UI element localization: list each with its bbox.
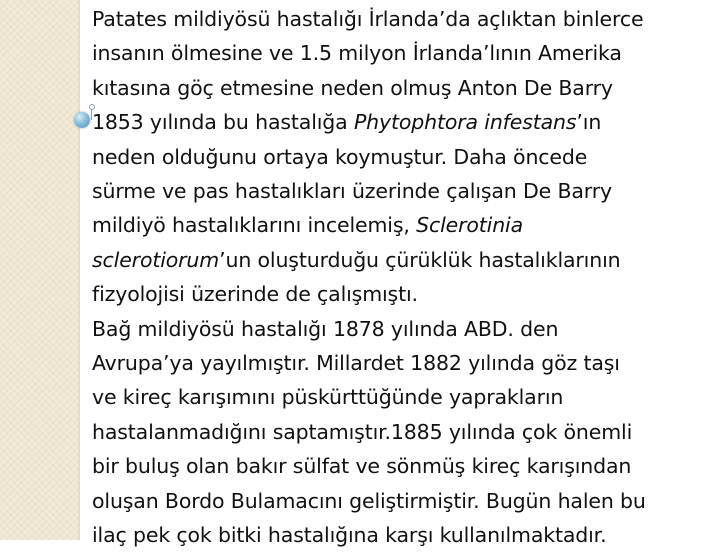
- italic-species-name: Sclerotinia: [416, 213, 524, 238]
- text-segment: sürme ve pas hastalıkları üzerinde çalışan De Barry: [92, 179, 612, 204]
- text-line: [92, 380, 716, 414]
- text-line: [92, 140, 716, 174]
- text-line: [92, 208, 716, 242]
- text-line: [92, 36, 716, 70]
- text-line: [92, 277, 716, 311]
- text-segment: fizyolojisi üzerinde de çalışmıştı.: [92, 282, 418, 307]
- text-segment: Patates mildiyösü hastalığı İrlanda’da açlıktan binlerce: [92, 7, 644, 31]
- text-line: [92, 346, 716, 380]
- slide-text-body: [92, 2, 716, 553]
- paragraph: [92, 2, 716, 312]
- text-line: [92, 415, 716, 449]
- text-segment: Avrupa’ya yayılmıştır. Millardet 1882 yılında göz taşı: [92, 351, 620, 376]
- italic-species-name: sclerotiorum: [92, 247, 220, 272]
- text-line: [92, 71, 716, 105]
- text-segment: hastalanmadığını saptamıştır.1885 yılında çok önemli: [92, 419, 633, 444]
- text-segment: oluşan Bordo Bulamacını geliştirmiştir. Bugün halen bu: [92, 488, 646, 513]
- bullet-orb-icon: [74, 112, 90, 128]
- text-segment: insanın ölmesine ve 1.5 milyon İrlanda’lının Amerika: [92, 41, 622, 66]
- text-line: [92, 105, 716, 139]
- side-band-divider: [78, 0, 80, 540]
- text-segment: bir buluş olan bakır sülfat ve sönmüş kireç karışından: [92, 454, 632, 479]
- decorative-side-band: [0, 0, 78, 540]
- text-line: [92, 174, 716, 208]
- text-line: [92, 2, 716, 36]
- paragraph: [92, 312, 716, 553]
- text-segment: ’ın: [576, 110, 602, 135]
- text-segment: neden olduğunu ortaya koymuştur. Daha öncede: [92, 144, 588, 169]
- text-segment: kıtasına göç etmesine neden olmuş Anton De Barry: [92, 75, 613, 100]
- text-segment: ilaç pek çok bitki hastalığına karşı kullanılmaktadır.: [92, 523, 607, 548]
- text-segment: Bağ mildiyösü hastalığı 1878 yılında ABD. den: [92, 316, 559, 341]
- text-line: [92, 312, 716, 346]
- text-line: [92, 449, 716, 483]
- text-line: [92, 484, 716, 518]
- italic-species-name: Phytophtora infestans: [353, 110, 577, 135]
- text-segment: ’un oluşturduğu çürüklük hastalıklarının: [219, 247, 621, 272]
- text-segment: mildiyö hastalıklarını incelemiş,: [92, 213, 417, 238]
- text-segment: ve kireç karışımını püskürttüğünde yaprakların: [92, 385, 564, 410]
- text-line: [92, 518, 716, 552]
- text-line: [92, 243, 716, 277]
- text-segment: 1853 yılında bu hastalığa: [92, 110, 354, 135]
